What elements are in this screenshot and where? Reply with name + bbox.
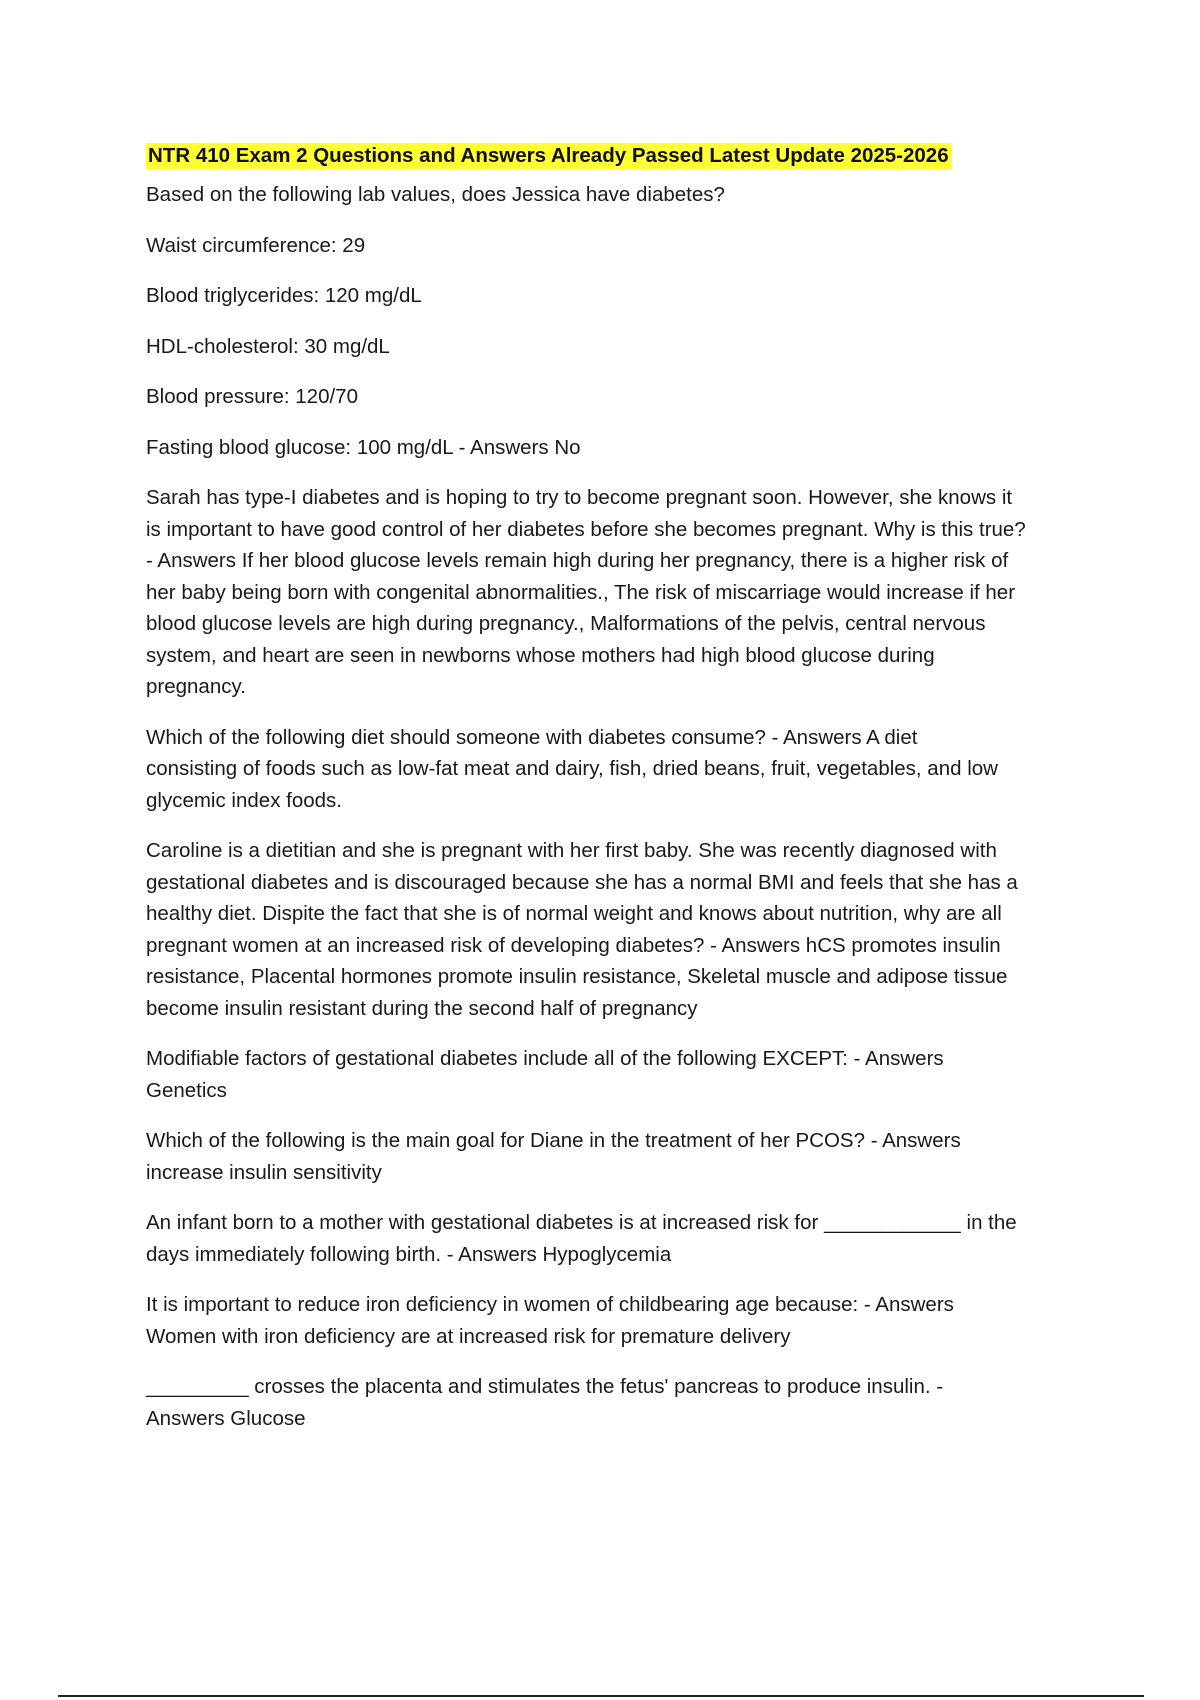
lab-hdl-cholesterol: HDL-cholesterol: 30 mg/dL bbox=[146, 334, 390, 358]
lab-blood-triglycerides: Blood triglycerides: 120 mg/dL bbox=[146, 284, 422, 307]
document-title: NTR 410 Exam 2 Questions and Answers Already Passed Latest Update 2025-2026 bbox=[148, 144, 949, 167]
question-placenta-glucose: _________ crosses the placenta and stimulates the fetus' pancreas to produce insulin. - Answers Glucose bbox=[146, 1375, 944, 1430]
question-iron-deficiency: It is important to reduce iron deficiency in women of childbearing age because: - Answers Women with iron deficiency are at increased risk for premature delivery bbox=[146, 1293, 954, 1348]
question-infant-risk: An infant born to a mother with gestational diabetes is at increased risk for ____________ in the days immediately following birth. - Answers Hypoglycemia bbox=[146, 1211, 1017, 1266]
lab-waist-circumference: Waist circumference: 29 bbox=[146, 233, 366, 257]
question-diane-pcos: Which of the following is the main goal for Diane in the treatment of her PCOS? - Answers increase insulin sensitivity bbox=[146, 1129, 961, 1184]
lab-fasting-glucose-answer: Fasting blood glucose: 100 mg/dL - Answers No bbox=[146, 435, 581, 459]
lab-blood-pressure: Blood pressure: 120/70 bbox=[146, 385, 358, 408]
question-jessica-diabetes: Based on the following lab values, does Jessica have diabetes? bbox=[146, 183, 725, 206]
question-diabetes-diet: Which of the following diet should someone with diabetes consume? - Answers A diet consisting of foods such as low-fat meat and dairy, fish, dried beans, fruit, vegetables, and low glycemic index foods. bbox=[146, 725, 998, 812]
question-modifiable-factors: Modifiable factors of gestational diabetes include all of the following EXCEPT: - Answers Genetics bbox=[146, 1047, 944, 1102]
question-caroline-gestational: Caroline is a dietitian and she is pregnant with her first baby. She was recently diagnosed with gestational diabetes and is discouraged because she has a normal BMI and feels that she has a healthy diet. Dispite the fact that she is of normal weight and knows about nutrition, why are all pregnant women at an increased risk of developing diabetes? - Answers hCS promotes insulin resistance, Placental hormones promote insulin resistance, Skeletal muscle and adipose tissue become insulin resistant during the second half of pregnancy bbox=[146, 839, 1018, 1020]
document-body bbox=[146, 143, 1106, 1453]
question-sarah-pregnancy: Sarah has type-I diabetes and is hoping to try to become pregnant soon. However, she knows it is important to have good control of her diabetes before she becomes pregnant. Why is this true? - Answers If her blood glucose levels remain high during her pregnancy, there is a higher risk of her baby being born with congenital abnormalities., The risk of miscarriage would increase if her blood glucose levels are high during pregnancy., Malformations of the pelvis, central nervous system, and heart are seen in newborns whose mothers had high blood glucose during pregnancy. bbox=[146, 486, 1026, 698]
footer-divider bbox=[58, 1695, 1144, 1697]
